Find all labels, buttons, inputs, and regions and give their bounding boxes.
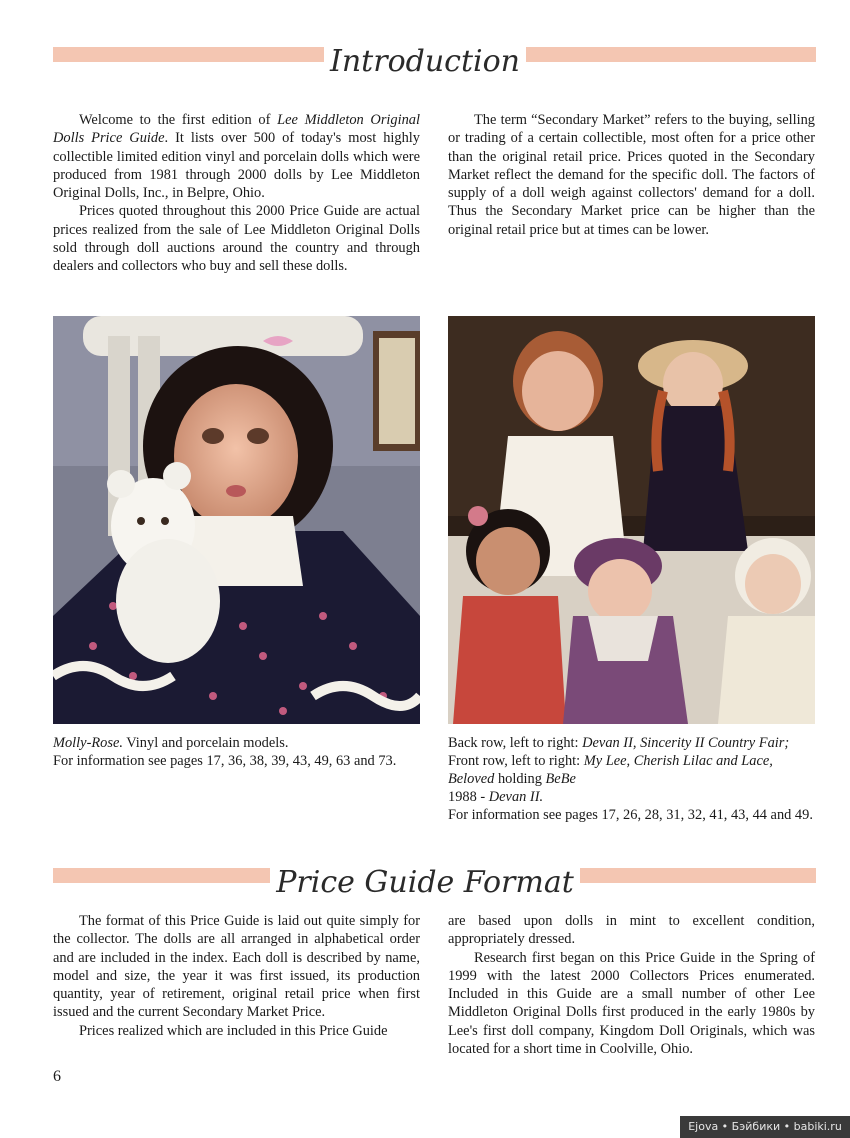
paragraph	[53, 1022, 420, 1040]
text-run: Front row, left to right:	[448, 753, 584, 769]
italic-text: Devan II.	[488, 789, 544, 805]
molly-rose-caption	[53, 734, 420, 770]
paragraph	[448, 111, 815, 239]
text-run: For information see pages 17, 26, 28, 31, 32, 41, 43, 44 and 49.	[448, 807, 813, 823]
paragraph	[53, 202, 420, 275]
intro-left-column	[53, 111, 420, 276]
intro-right-column	[448, 111, 815, 239]
page-number: 6	[53, 1068, 61, 1085]
text-run: 1988 -	[448, 789, 489, 805]
italic-text: Molly-Rose.	[53, 735, 123, 751]
text-run: The format of this Price Guide is laid out quite simply for the collector. The dolls are all arranged in alphabetical order and are included in the index. Each doll is described by name, model and size, the year it was first issued, its production quantity, year of retirement, original retail price when first issued and the current Secondary Market Price.	[53, 913, 420, 1021]
text-run: Back row, left to right:	[448, 735, 583, 751]
text-run: . It lists over 500 of today's most highly collectible limited edition vinyl and porcelain dolls which were produced from 1981 through 2000 dolls by Lee Middleton Original Dolls, Inc., in Belpre, Ohio.	[53, 130, 420, 202]
intro-heading: Introduction	[324, 44, 526, 79]
text-run: Welcome to the first edition of	[79, 112, 278, 128]
doll-group-image	[448, 316, 815, 724]
italic-text: My Lee, Cherish Lilac and Lace, Beloved	[448, 753, 773, 787]
format-left-column	[53, 912, 420, 1040]
format-heading-wrap	[0, 865, 850, 900]
paragraph	[448, 949, 815, 1059]
format-heading: Price Guide Format	[270, 865, 580, 900]
text-run: Prices realized which are included in this Price Guide	[79, 1022, 388, 1039]
paragraph	[53, 734, 420, 752]
text-run: Vinyl and porcelain models.	[122, 735, 289, 751]
paragraph	[53, 912, 420, 1022]
molly-rose-doll-image	[53, 316, 420, 724]
paragraph	[448, 912, 815, 949]
italic-text: BeBe	[545, 771, 576, 787]
italic-text: Devan II, Sincerity II Country Fair;	[582, 735, 790, 751]
molly-rose-photo	[53, 316, 420, 724]
doll-group-caption	[448, 734, 815, 824]
watermark: Ejova • Бэйбики • babiki.ru	[680, 1116, 850, 1138]
italic-text: Lee Middleton Original Dolls Price Guide	[53, 112, 420, 147]
format-right-column	[448, 912, 815, 1058]
text-run: The term “Secondary Market” refers to the buying, selling or trading of a certain collectible, most often for a price other than the original retail price. Prices quoted in the Secondary Market reflect the demand for the specific doll. The factors of supply of a doll weigh against collectors' demand for a doll. Thus the Secondary Market price can be higher than the original retail price but at times can be lower.	[448, 112, 815, 238]
text-run: are based upon dolls in mint to excellent condition, appropriately dressed.	[448, 913, 815, 948]
text-run: Prices quoted throughout this 2000 Price Guide are actual prices realized from the sale of Lee Middleton Original Dolls sold through doll auctions around the country and through dealers and collectors who buy and sell these dolls.	[53, 203, 420, 275]
intro-heading-wrap	[0, 44, 850, 79]
paragraph	[448, 734, 815, 788]
doll-group-photo	[448, 316, 815, 724]
paragraph	[53, 752, 420, 770]
text-run: holding	[494, 771, 546, 787]
paragraph	[448, 788, 815, 806]
paragraph	[53, 111, 420, 202]
paragraph	[448, 806, 815, 824]
text-run: For information see pages 17, 36, 38, 39, 43, 49, 63 and 73.	[53, 753, 397, 769]
text-run: Research first began on this Price Guide in the Spring of 1999 with the latest 2000 Collectors Prices enumerated. Included in this Guide are a small number of other Lee Middleton Original Dolls first produced in the early 1980s by Lee's first doll company, Kingdom Doll Originals, which was located for a short time in Coolville, Ohio.	[448, 949, 815, 1058]
